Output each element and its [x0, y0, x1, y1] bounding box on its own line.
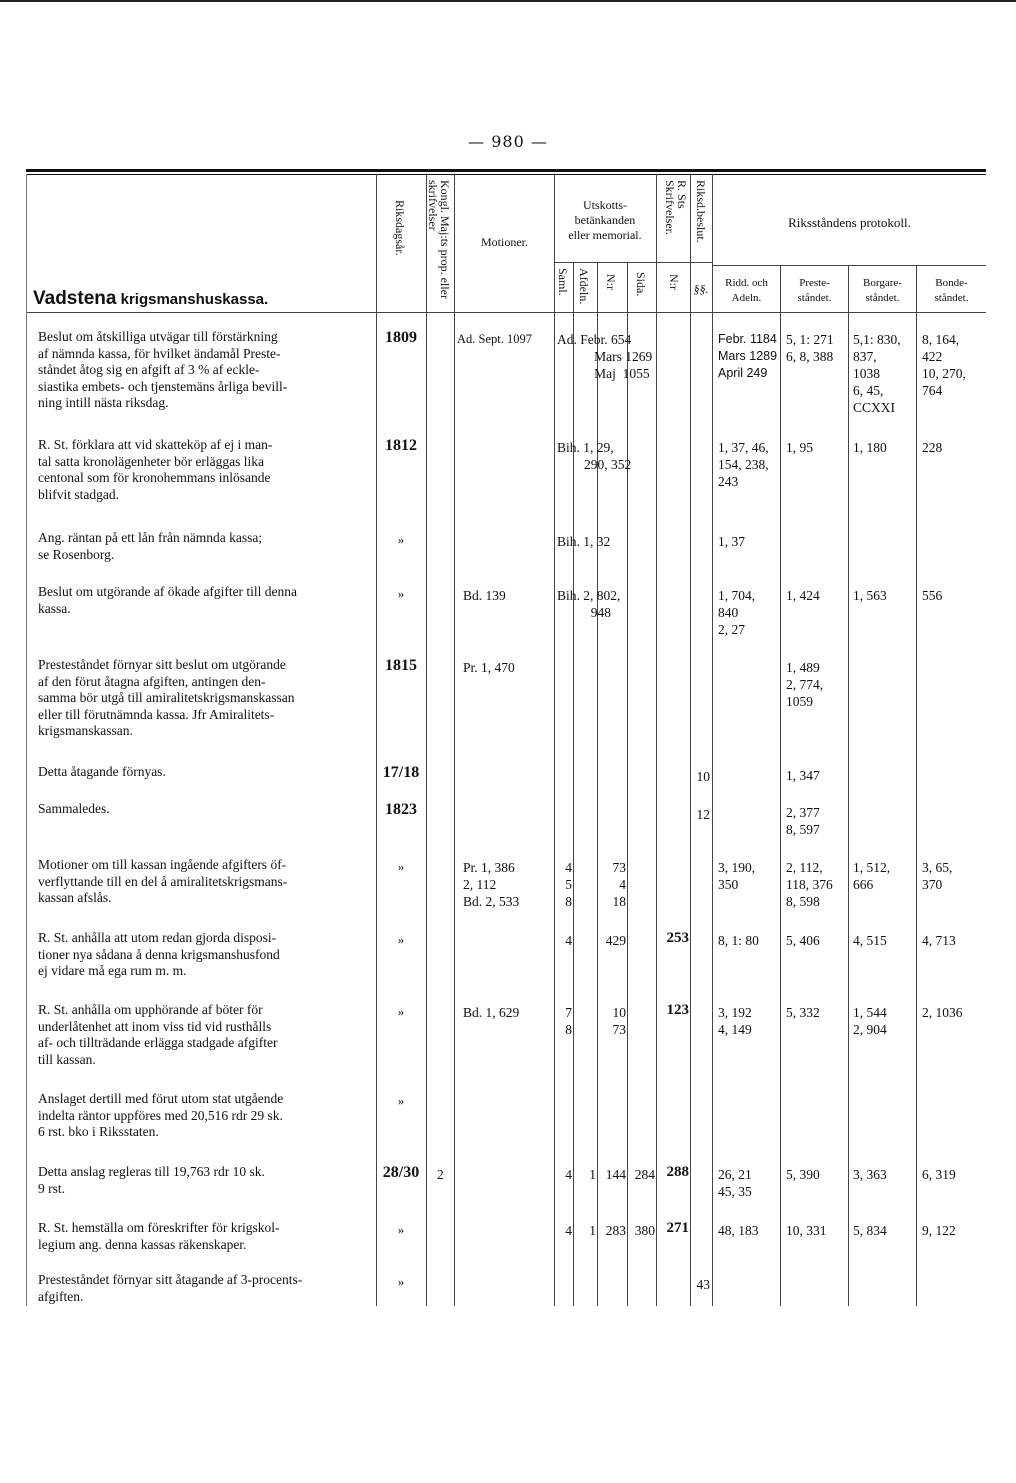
row-motion: Bd. 139 — [463, 588, 506, 603]
row-description: Anslaget dertill med förut utom stat utgående indelta räntor uppföres med 20,516 rdr 29 sk. 6 rst. bko i Riksstaten. — [38, 1091, 284, 1139]
row-description: Beslut om åtskilliga utvägar till förstärkning af nämnda kassa, för hvilket ändamål Preste- ståndet åtog sig en afgift af 3 % af eckle- siastika embets- och tjenstemäns årliga bevill- ning intill nästa riksdag. — [38, 329, 288, 410]
row-year: » — [397, 1004, 405, 1019]
row-rsts-nr: 288 — [666, 1164, 689, 1180]
row-motion: Pr. 1, 386 2, 112 Bd. 2, 533 — [463, 860, 520, 909]
row-preste: 1, 95 — [786, 440, 813, 455]
row-ridd: 3, 190, 350 — [718, 860, 756, 892]
table-top-rule — [26, 169, 986, 172]
row-ridd: 1, 37, 46, 154, 238, 243 — [718, 440, 769, 489]
row-beslut: 43 — [696, 1277, 710, 1292]
row-description: R. St. hemställa om föreskrifter för krigskol- legium ang. denna kassas räkenskaper. — [38, 1220, 280, 1252]
row-year: » — [397, 586, 405, 601]
col-rule — [712, 174, 713, 1306]
row-saml: 4 — [565, 1223, 572, 1238]
row-bonde: 4, 713 — [922, 933, 956, 948]
col-rule — [426, 174, 427, 1306]
row-ridd: 1, 704, 840 2, 27 — [718, 588, 756, 637]
row-year: » — [397, 1222, 405, 1237]
row-ridd: 48, 183 — [718, 1223, 759, 1238]
row-utskott: Ad. Febr. 654 Mars 1269 Maj 1055 — [557, 332, 653, 381]
row-year: 1815 — [385, 657, 417, 674]
row-preste: 5, 406 — [786, 933, 820, 948]
row-year: » — [397, 1274, 405, 1289]
header-borgare: Borgare- ståndet. — [863, 277, 902, 304]
header-nr: N:r — [604, 274, 618, 290]
col-rule — [554, 174, 555, 1306]
row-saml: 4 5 8 — [565, 860, 572, 909]
header-kongl-prop: Kongl. Maj:ts prop. eller skrifvelser — [426, 180, 452, 299]
row-afdeln: 1 — [589, 1167, 596, 1182]
col-rule — [690, 174, 691, 1306]
row-saml: 4 — [565, 933, 572, 948]
row-nr: 429 — [605, 933, 626, 948]
row-borgare: 4, 515 — [853, 933, 887, 948]
top-edge-rule — [0, 0, 1016, 2]
header-riksdagsar: Riksdagsår. — [393, 200, 407, 256]
row-preste: 2, 377 8, 597 — [786, 805, 820, 837]
header-saml: Saml. — [556, 268, 570, 296]
row-ridd: 8, 1: 80 — [718, 933, 759, 948]
page-number: — 980 — — [468, 132, 548, 151]
row-preste: 5, 390 — [786, 1167, 820, 1182]
row-beslut: 12 — [696, 807, 710, 822]
row-rsts-nr: 253 — [666, 930, 689, 946]
protokoll-sub-rule — [713, 265, 986, 266]
row-ridd: 26, 21 45, 35 — [718, 1167, 752, 1199]
row-borgare: 5, 834 — [853, 1223, 887, 1238]
header-bottom-rule — [26, 312, 986, 313]
row-description: Detta åtagande förnyas. — [38, 764, 166, 779]
col-rule — [573, 262, 574, 1306]
section-title — [33, 288, 268, 310]
row-bonde: 6, 319 — [922, 1167, 956, 1182]
row-saml: 4 — [565, 1167, 572, 1182]
header-sida: Sida. — [634, 272, 648, 297]
row-borgare: 3, 363 — [853, 1167, 887, 1182]
header-motioner: Motioner. — [481, 235, 528, 249]
section-title-rest: krigsmanshuskassa. — [116, 291, 269, 308]
row-utskott: Bih. 1, 32 — [557, 534, 611, 549]
row-year: » — [397, 932, 405, 947]
row-description: Presteståndet förnyar sitt beslut om utgörande af den förut åtagna afgiften, antingen den- samma bör utgå till amiralitetskrigsmanskassan eller till förutnämnda kassa. Jfr Amiralitets- krigsmanskassan. — [38, 657, 295, 738]
table-top-rule-thin — [26, 174, 986, 175]
row-year: 1823 — [385, 801, 417, 818]
header-utskott: Utskotts- betänkanden eller memorial. — [568, 198, 642, 242]
header-paragraf: §§. — [693, 282, 709, 296]
row-preste: 1, 489 2, 774, 1059 — [786, 660, 824, 709]
row-description: R. St. förklara att vid skatteköp af ej i man- tal satta kronolägenheter bör erläggas lika centonal som för kronohemmans inlösande blifvit stadgad. — [38, 437, 273, 502]
row-utskott: Bih. 1, 29, 290, 352 — [557, 440, 632, 472]
row-preste: 1, 347 — [786, 768, 820, 783]
row-preste: 2, 112, 118, 376 8, 598 — [786, 860, 833, 909]
row-motion: Bd. 1, 629 — [463, 1005, 520, 1020]
row-bonde: 2, 1036 — [922, 1005, 963, 1020]
section-title-name: Vadstena — [33, 288, 117, 309]
utskott-sub-rule — [554, 262, 656, 263]
row-description: Presteståndet förnyar sitt åtagande af 3-procents- afgiften. — [38, 1272, 303, 1304]
row-motion: Ad. Sept. 1097 — [457, 332, 532, 346]
row-description: Motioner om till kassan ingående afgifters öf- verflyttande till en del å amiralitetskrigsmans- kassan afslås. — [38, 857, 288, 905]
row-year: 1809 — [385, 329, 417, 346]
col-rule — [848, 265, 849, 1306]
row-sida: 284 — [634, 1167, 655, 1182]
row-description: R. St. anhålla att utom redan gjorda disposi- tioner nya sådana å denna krigsmanshusfond ej vidare må ega rum m. m. — [38, 930, 280, 978]
left-edge-rule — [26, 174, 27, 1306]
row-bonde: 8, 164, 422 10, 270, 764 — [922, 332, 966, 398]
row-description: Ang. räntan på ett lån från nämnda kassa; se Rosenborg. — [38, 530, 263, 562]
row-borgare: 5,1: 830, 837, 1038 6, 45, CCXXI — [853, 332, 901, 415]
header-afdeln: Afdeln. — [577, 268, 591, 305]
row-year: 1812 — [385, 437, 417, 454]
header-protokoll: Riksståndens protokoll. — [788, 215, 911, 230]
row-motion: Pr. 1, 470 — [463, 660, 515, 675]
row-bonde: 228 — [922, 440, 943, 455]
row-beslut: 10 — [696, 769, 710, 784]
row-year: » — [397, 1093, 405, 1108]
row-borgare: 1, 544 2, 904 — [853, 1005, 887, 1037]
header-bonde: Bonde- ståndet. — [934, 277, 969, 304]
row-rsts-nr: 271 — [666, 1220, 689, 1236]
header-riksd-beslut: Riksd.beslut. — [694, 180, 708, 243]
row-year: » — [397, 859, 405, 874]
row-preste: 5, 1: 271 6, 8, 388 — [786, 332, 834, 364]
row-preste: 1, 424 — [786, 588, 820, 603]
row-nr: 73 4 18 — [612, 860, 626, 909]
row-ridd: 3, 192 4, 149 — [718, 1005, 752, 1037]
row-afdeln: 1 — [589, 1223, 596, 1238]
row-description: Beslut om utgörande af ökade afgifter till denna kassa. — [38, 584, 298, 616]
row-sida: 380 — [634, 1223, 655, 1238]
header-rsts: R. Sts Skrifvelser. — [663, 180, 689, 235]
row-borgare: 1, 512, 666 — [853, 860, 891, 892]
row-kongl: 2 — [437, 1167, 444, 1182]
row-borgare: 1, 180 — [853, 440, 887, 455]
col-rule — [627, 262, 628, 1306]
col-rule — [916, 265, 917, 1306]
row-description: Sammaledes. — [38, 801, 110, 816]
col-rule — [656, 174, 657, 1306]
row-year: 17/18 — [382, 764, 420, 781]
col-rule — [597, 262, 598, 1306]
row-bonde: 9, 122 — [922, 1223, 956, 1238]
row-ridd: 1, 37 — [718, 534, 745, 549]
row-bonde: 3, 65, 370 — [922, 860, 953, 892]
row-utskott: Bih. 2, 802, 948 — [557, 588, 621, 620]
row-year: 28/30 — [382, 1164, 420, 1181]
row-ridd: Febr. 1184 Mars 1289 April 249 — [718, 332, 778, 380]
row-borgare: 1, 563 — [853, 588, 887, 603]
sts-sub-rule — [656, 262, 712, 263]
row-rsts-nr: 123 — [666, 1002, 689, 1018]
col-rule — [454, 174, 455, 1306]
row-description: Detta anslag regleras till 19,763 rdr 10 sk. 9 rst. — [38, 1164, 265, 1196]
header-preste: Preste- ståndet. — [797, 277, 832, 304]
row-nr: 144 — [605, 1167, 626, 1182]
row-nr: 10 73 — [612, 1005, 626, 1037]
header-rsts-nr: N:r — [667, 274, 681, 290]
row-preste: 10, 331 — [786, 1223, 827, 1238]
row-year: » — [397, 532, 405, 547]
row-description: R. St. anhålla om upphörande af böter för underlåtenhet att inom viss tid vid rusthålls af- och tillträdande erlägga stadgade afgifter till kassan. — [38, 1002, 278, 1067]
row-bonde: 556 — [922, 588, 943, 603]
header-ridd: Ridd. och Adeln. — [725, 277, 768, 304]
row-preste: 5, 332 — [786, 1005, 820, 1020]
col-rule — [780, 265, 781, 1306]
row-saml: 7 8 — [565, 1005, 572, 1037]
row-nr: 283 — [605, 1223, 626, 1238]
